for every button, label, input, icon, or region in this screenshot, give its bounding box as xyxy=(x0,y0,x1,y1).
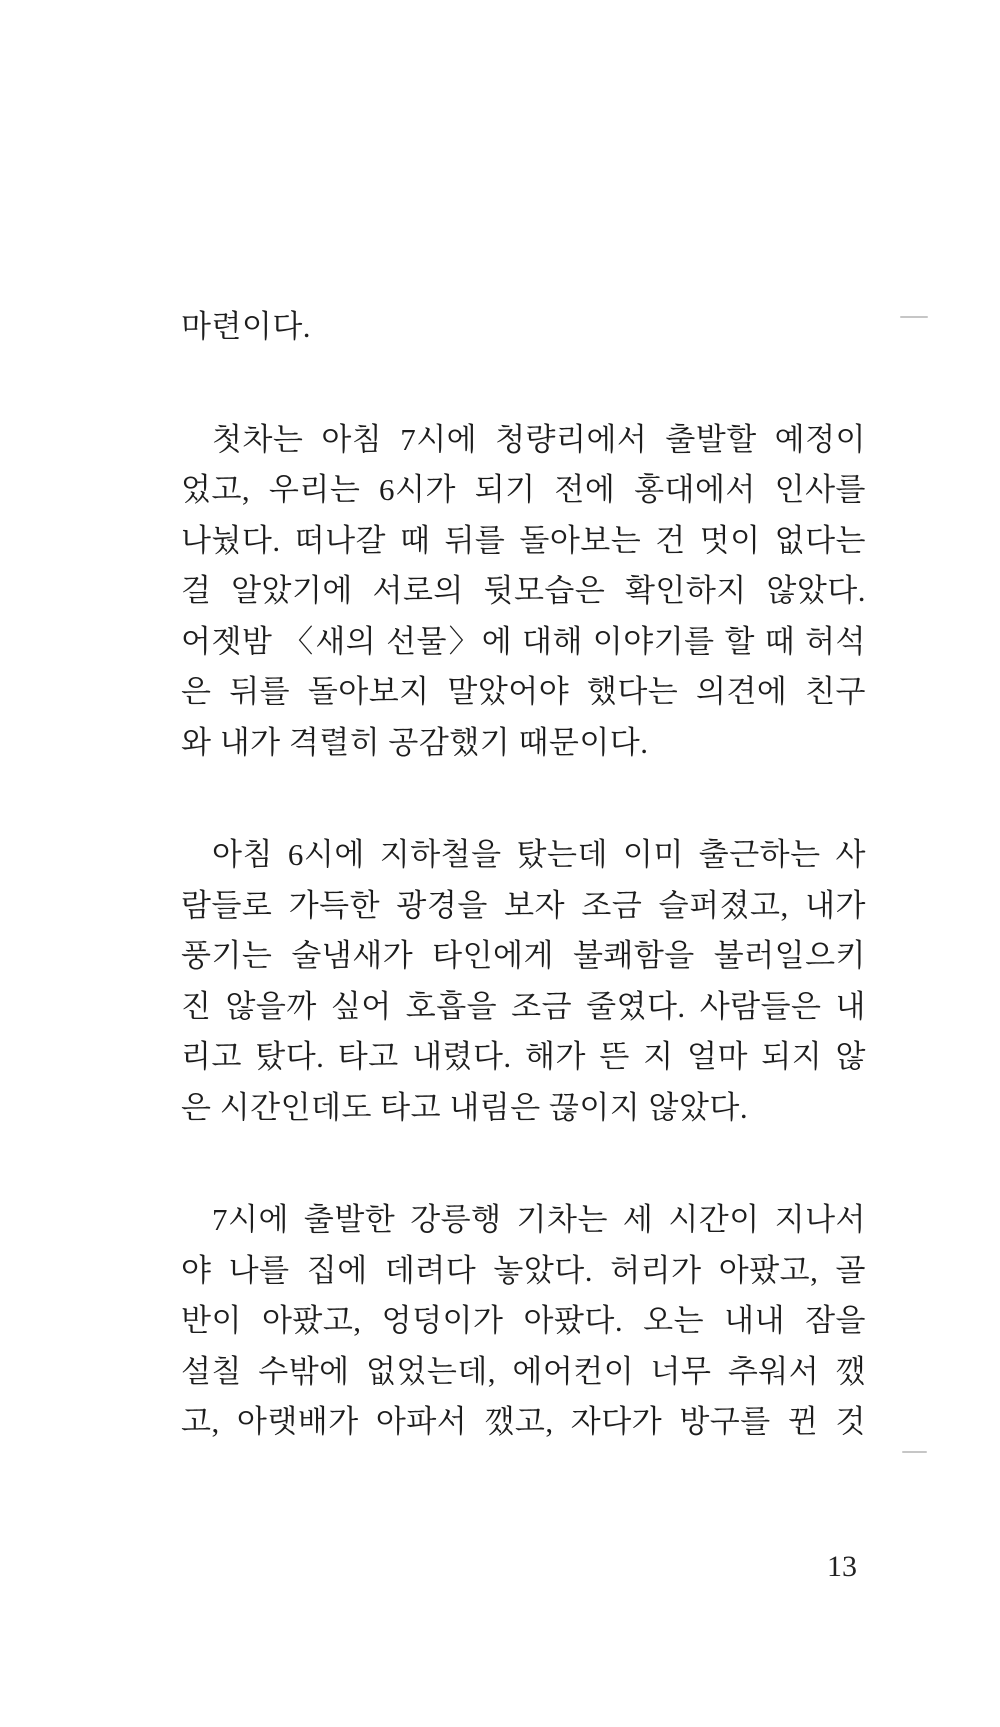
text-line: 7시에 출발한 강릉행 기차는 세 시간이 지나서 xyxy=(212,1202,866,1237)
text-line: 야 나를 집에 데려다 놓았다. 허리가 아팠고, 골 xyxy=(181,1252,866,1288)
text-line: 와 내가 격렬히 공감했기 때문이다. xyxy=(181,724,649,760)
paragraph xyxy=(181,415,866,769)
text-line: 은 시간인데도 타고 내림은 끊이지 않았다. xyxy=(181,1089,749,1125)
paragraph xyxy=(181,302,866,353)
page-number: 13 xyxy=(827,1550,857,1583)
page-edge-mark-top xyxy=(900,316,928,318)
text-line: 아침 6시에 지하철을 탔는데 이미 출근하는 사 xyxy=(212,837,866,872)
text-line: 마련이다. xyxy=(181,309,312,344)
body-text xyxy=(181,302,866,1448)
text-line: 어젯밤 〈새의 선물〉에 대해 이야기를 할 때 허석 xyxy=(181,623,866,659)
text-line: 진 않을까 싶어 호흡을 조금 줄였다. 사람들은 내 xyxy=(181,988,866,1024)
text-line: 고, 아랫배가 아파서 깼고, 자다가 방구를 뀐 것 xyxy=(181,1404,866,1439)
text-line: 리고 탔다. 타고 내렸다. 해가 뜬 지 얼마 되지 않 xyxy=(181,1039,866,1074)
text-line: 람들로 가득한 광경을 보자 조금 슬퍼졌고, 내가 xyxy=(181,887,866,923)
text-line: 설칠 수밖에 없었는데, 에어컨이 너무 추워서 깼 xyxy=(181,1353,866,1389)
paragraph xyxy=(181,830,866,1133)
text-line: 은 뒤를 돌아보지 말았어야 했다는 의견에 친구 xyxy=(181,674,866,709)
text-line: 나눴다. 떠나갈 때 뒤를 돌아보는 건 멋이 없다는 xyxy=(181,522,866,558)
page-edge-mark-bottom xyxy=(902,1451,927,1453)
text-line: 었고, 우리는 6시가 되기 전에 홍대에서 인사를 xyxy=(181,472,866,507)
text-line: 반이 아팠고, 엉덩이가 아팠다. 오는 내내 잠을 xyxy=(181,1303,866,1338)
text-line: 풍기는 술냄새가 타인에게 불쾌함을 불러일으키 xyxy=(181,938,866,973)
paragraph xyxy=(181,1195,866,1448)
text-line: 첫차는 아침 7시에 청량리에서 출발할 예정이 xyxy=(212,421,866,457)
text-line: 걸 알았기에 서로의 뒷모습은 확인하지 않았다. xyxy=(181,573,866,608)
